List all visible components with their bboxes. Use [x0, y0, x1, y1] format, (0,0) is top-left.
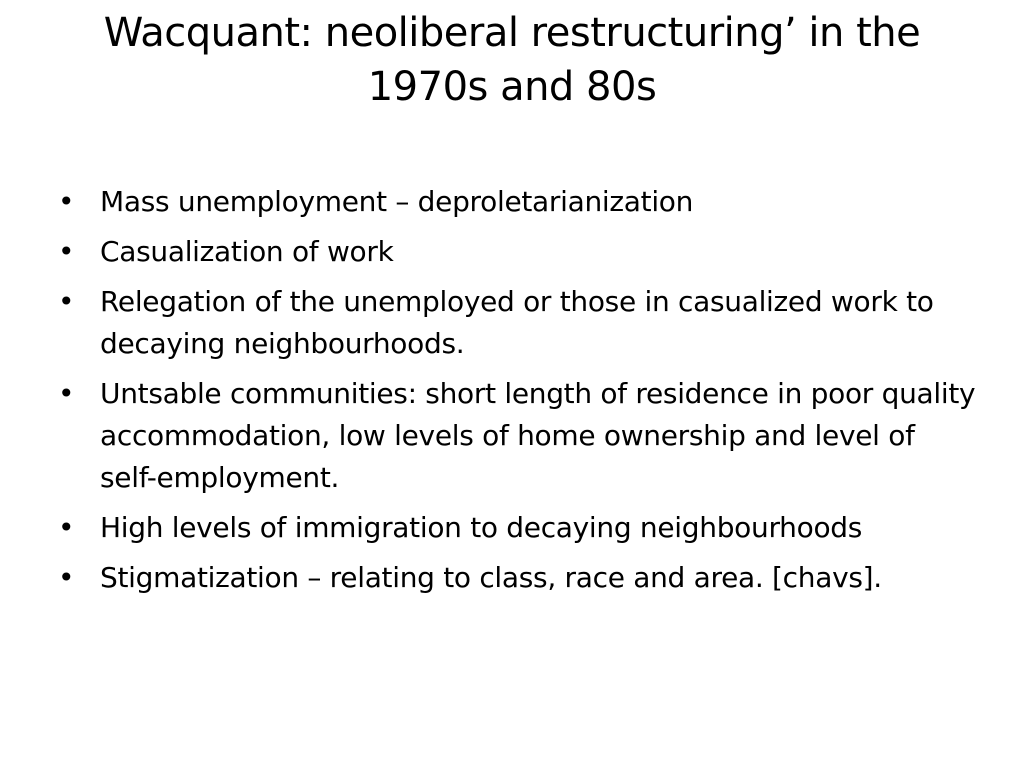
bullet-item	[58, 373, 978, 499]
bullet-icon: •	[58, 377, 75, 410]
bullet-item	[58, 507, 978, 549]
bullet-text: High levels of immigration to decaying neighbourhoods	[100, 511, 863, 544]
bullet-text: Mass unemployment – deproletarianization	[100, 185, 694, 218]
bullet-item	[58, 181, 978, 223]
slide-title: Wacquant: neoliberal restructuring’ in the 1970s and 80s	[103, 10, 921, 110]
bullet-list	[58, 181, 978, 607]
bullet-icon: •	[58, 285, 75, 318]
bullet-icon: •	[58, 185, 75, 218]
bullet-item	[58, 231, 978, 273]
bullet-icon: •	[58, 511, 75, 544]
bullet-icon: •	[58, 235, 75, 268]
bullet-icon: •	[58, 561, 75, 594]
bullet-item	[58, 557, 978, 599]
bullet-text: Stigmatization – relating to class, race and area. [chavs].	[100, 561, 882, 594]
bullet-text: Relegation of the unemployed or those in casualized work to decaying neighbourhoods.	[100, 285, 934, 360]
bullet-text: Casualization of work	[100, 235, 394, 268]
bullet-item	[58, 281, 978, 365]
bullet-text: Untsable communities: short length of residence in poor quality accommodation, low levels of home ownership and level of self-employment.	[100, 377, 976, 494]
